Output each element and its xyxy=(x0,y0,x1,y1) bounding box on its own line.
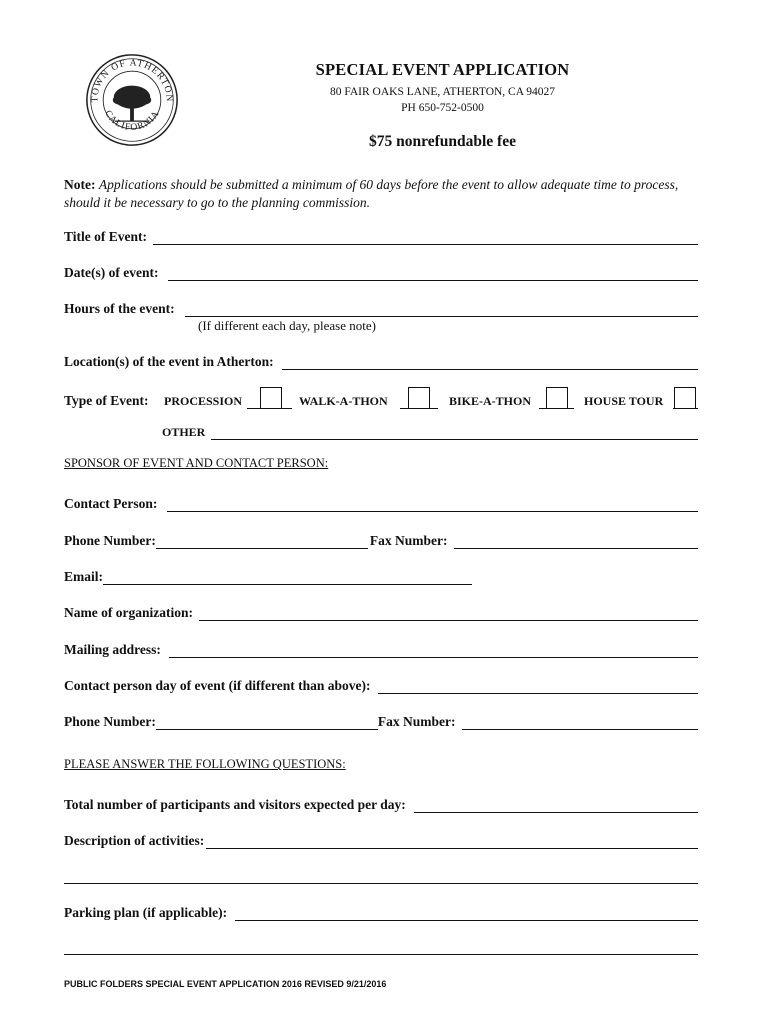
phone-fax-row-2 xyxy=(64,712,698,730)
other-field[interactable] xyxy=(211,425,698,440)
hours-label: Hours of the event: xyxy=(64,301,175,316)
option-walkathon-label: WALK-A-THON xyxy=(299,394,388,408)
hours-hint: (If different each day, please note) xyxy=(198,318,376,333)
option-bikeathon-label: BIKE-A-THON xyxy=(449,394,532,408)
organization-label: Name of organization: xyxy=(64,605,193,620)
organization-field[interactable] xyxy=(199,606,698,621)
activities-field[interactable] xyxy=(206,834,698,849)
contact-person-row xyxy=(64,494,698,512)
parking-label: Parking plan (if applicable): xyxy=(64,905,228,920)
contact-person-field[interactable] xyxy=(167,497,698,512)
phone-field[interactable] xyxy=(156,534,368,549)
sponsor-section-heading: SPONSOR OF EVENT AND CONTACT PERSON: xyxy=(64,456,329,470)
questions-section-heading: PLEASE ANSWER THE FOLLOWING QUESTIONS: xyxy=(64,757,346,771)
phone-field-2[interactable] xyxy=(156,715,378,730)
email-row xyxy=(64,567,472,585)
footer-text: PUBLIC FOLDERS SPECIAL EVENT APPLICATION 2016 REVISED 9/21/2016 xyxy=(64,979,387,989)
seal-top-text: TOWN OF ATHERTON xyxy=(89,57,175,103)
town-seal-logo xyxy=(84,52,180,148)
option-procession-label: PROCESSION xyxy=(164,394,243,408)
contact-day-of-event-row xyxy=(64,676,698,694)
dates-label: Date(s) of event: xyxy=(64,265,159,280)
phone-label: Phone Number: xyxy=(64,533,156,548)
locations-row xyxy=(64,352,698,370)
seal-bottom-text: CALIFORNIA xyxy=(102,108,162,134)
activities-label: Description of activities: xyxy=(64,833,205,848)
contact-person-label: Contact Person: xyxy=(64,496,158,511)
option-walkathon-checkbox[interactable] xyxy=(408,387,430,409)
phone: PH 650-752-0500 xyxy=(401,102,484,114)
parking-row xyxy=(64,903,698,921)
note-label: Note: xyxy=(64,177,96,192)
contact-day-of-event-label: Contact person day of event (if different than above): xyxy=(64,678,371,693)
parking-field-line-2[interactable] xyxy=(64,940,698,955)
participants-field[interactable] xyxy=(414,798,698,813)
title-of-event-field[interactable] xyxy=(153,230,698,245)
title-of-event-label: Title of Event: xyxy=(64,229,147,244)
note xyxy=(64,176,704,212)
address: 80 FAIR OAKS LANE, ATHERTON, CA 94027 xyxy=(329,86,556,98)
hours-field[interactable] xyxy=(185,302,698,317)
fax-label: Fax Number: xyxy=(369,533,448,548)
email-label: Email: xyxy=(64,569,103,584)
fax-field[interactable] xyxy=(454,534,699,549)
form-title: SPECIAL EVENT APPLICATION xyxy=(315,60,570,79)
mailing-address-field[interactable] xyxy=(169,643,698,658)
option-housetour-label: HOUSE TOUR xyxy=(584,394,664,408)
activities-field-line-2[interactable] xyxy=(64,869,698,884)
parking-field[interactable] xyxy=(235,906,698,921)
option-procession-checkbox[interactable] xyxy=(260,387,282,409)
participants-row xyxy=(64,795,698,813)
option-housetour-checkbox[interactable] xyxy=(674,387,696,409)
mailing-address-label: Mailing address: xyxy=(64,642,161,657)
email-field[interactable] xyxy=(103,570,472,585)
dates-field[interactable] xyxy=(168,266,698,281)
phone-fax-row xyxy=(64,531,698,549)
locations-label: Location(s) of the event in Atherton: xyxy=(64,354,274,369)
type-of-event-label: Type of Event: xyxy=(64,393,149,408)
organization-row xyxy=(64,603,698,621)
fee-notice: $75 nonrefundable fee xyxy=(369,133,516,150)
locations-field[interactable] xyxy=(282,355,698,370)
dates-row xyxy=(64,263,698,281)
fax-label-2: Fax Number: xyxy=(377,714,456,729)
other-row xyxy=(162,422,698,440)
other-label: OTHER xyxy=(162,425,206,439)
activities-row xyxy=(64,831,698,849)
mailing-address-row xyxy=(64,640,698,658)
contact-day-of-event-field[interactable] xyxy=(378,679,698,694)
type-of-event-row xyxy=(64,387,704,409)
title-of-event-row xyxy=(64,227,698,245)
option-bikeathon-checkbox[interactable] xyxy=(546,387,568,409)
note-text: Applications should be submitted a minimum of 60 days before the event to allow adequate time to process, should it be necessary to go to the planning commission. xyxy=(64,177,679,210)
hours-row xyxy=(64,299,698,317)
participants-label: Total number of participants and visitors expected per day: xyxy=(64,797,406,812)
fax-field-2[interactable] xyxy=(462,715,699,730)
phone-label-2: Phone Number: xyxy=(64,714,156,729)
